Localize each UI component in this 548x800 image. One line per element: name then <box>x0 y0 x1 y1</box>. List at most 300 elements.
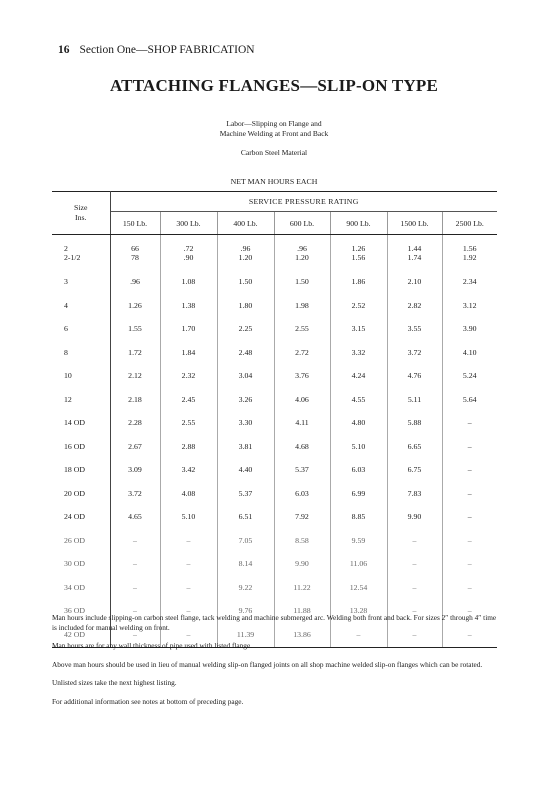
man-hours-value: – <box>412 630 417 639</box>
man-hours-value: 4.65 <box>128 512 142 522</box>
man-hours-value: 2.55 <box>295 324 309 334</box>
man-hours-value: 3.72 <box>128 488 142 498</box>
value-cell <box>274 388 330 412</box>
value-cell <box>110 505 160 529</box>
man-hours-value: 1.55 <box>128 324 142 334</box>
man-hours-value: 5.10 <box>181 512 196 522</box>
value-cell <box>110 482 160 506</box>
man-hours-value: 1.74 <box>407 252 422 262</box>
value-cell <box>160 388 217 412</box>
man-hours-value: 1.56 <box>462 243 477 253</box>
value-cell <box>442 552 497 576</box>
man-hours-value: 6.65 <box>407 441 422 451</box>
value-cell <box>110 270 160 294</box>
value-cell <box>274 505 330 529</box>
man-hours-value: – <box>467 418 472 428</box>
table-row <box>52 388 497 412</box>
man-hours-value: 3.12 <box>462 300 477 310</box>
man-hours-value: – <box>133 630 137 639</box>
size-value: 8 <box>64 347 68 357</box>
value-cell <box>330 529 387 553</box>
labor-line: Labor—Slipping on Flange and <box>226 119 322 128</box>
value-cell <box>387 294 442 318</box>
column-header: 150 Lb. <box>110 212 160 235</box>
man-hours-value: 3.55 <box>407 324 422 334</box>
value-cell <box>387 529 442 553</box>
man-hours-value: 3.76 <box>295 371 309 381</box>
man-hours-value: 9.76 <box>238 606 253 616</box>
value-cell <box>387 317 442 341</box>
man-hours-value: 13.28 <box>349 606 368 616</box>
man-hours-value: 11.39 <box>236 630 255 639</box>
labor-line: Machine Welding at Front and Back <box>219 129 329 138</box>
man-hours-value: 6.99 <box>351 488 366 498</box>
table-row <box>52 235 497 271</box>
man-hours-value: 3.90 <box>462 324 477 334</box>
service-pressure-header: SERVICE PRESSURE RATING <box>110 192 497 212</box>
column-header: 2500 Lb. <box>442 212 497 235</box>
man-hours-value: 13.86 <box>293 630 311 639</box>
man-hours-value: – <box>467 582 472 592</box>
man-hours-value: 3.15 <box>351 324 366 334</box>
note: For additional information see notes at bottom of preceding page. <box>52 696 244 706</box>
man-hours-value: 1.50 <box>295 277 309 287</box>
value-cell <box>160 458 217 482</box>
man-hours-value: 6.03 <box>295 488 309 498</box>
size-cell <box>52 411 110 435</box>
size-value: 24 OD <box>64 512 86 522</box>
size-cell <box>52 294 110 318</box>
value-cell <box>274 529 330 553</box>
man-hours-value: – <box>133 559 137 569</box>
notes <box>52 613 500 715</box>
column-header: 600 Lb. <box>274 212 330 235</box>
value-cell <box>442 270 497 294</box>
value-cell <box>442 411 497 435</box>
page-number: 16 <box>58 44 70 56</box>
man-hours-value: – <box>467 465 472 475</box>
size-cell <box>52 235 110 271</box>
man-hours-value: 5.64 <box>462 394 477 404</box>
value-cell <box>442 435 497 459</box>
man-hours-value: 9.22 <box>238 582 253 592</box>
value-cell <box>442 341 497 365</box>
man-hours-value: 5.88 <box>407 418 422 428</box>
size-value: 18 OD <box>64 465 86 475</box>
value-cell <box>110 235 160 271</box>
table-row <box>52 552 497 576</box>
man-hours-value: 4.08 <box>181 488 196 498</box>
value-cell <box>387 435 442 459</box>
value-cell <box>330 505 387 529</box>
man-hours-value: – <box>133 606 137 616</box>
table-row <box>52 458 497 482</box>
value-cell <box>160 576 217 600</box>
table-row <box>52 294 497 318</box>
man-hours-value: 2.52 <box>351 300 366 310</box>
man-hours-value: 8.85 <box>351 512 366 522</box>
value-cell <box>110 294 160 318</box>
size-value: 30 OD <box>64 559 86 569</box>
man-hours-table-wrapper <box>52 191 497 648</box>
value-cell <box>442 317 497 341</box>
size-value: 42 OD <box>64 630 86 639</box>
man-hours-value: 1.80 <box>238 300 253 310</box>
value-cell <box>217 411 274 435</box>
man-hours-value: 3.04 <box>238 371 253 381</box>
value-cell <box>274 235 330 271</box>
man-hours-value: .72 <box>183 243 194 253</box>
man-hours-value: 2.18 <box>128 394 142 404</box>
man-hours-value: – <box>467 630 472 639</box>
man-hours-value: 2.28 <box>128 418 142 428</box>
value-cell <box>217 529 274 553</box>
value-cell <box>274 341 330 365</box>
table-row <box>52 576 497 600</box>
value-cell <box>274 482 330 506</box>
value-cell <box>274 270 330 294</box>
column-header: 1500 Lb. <box>387 212 442 235</box>
man-hours-value: – <box>186 535 191 545</box>
man-hours-value: 1.56 <box>351 252 366 262</box>
value-cell <box>330 482 387 506</box>
value-cell <box>217 458 274 482</box>
size-value: 2 <box>64 243 68 253</box>
value-cell <box>330 411 387 435</box>
man-hours-value: .96 <box>130 277 140 287</box>
man-hours-value: 2.45 <box>181 394 196 404</box>
man-hours-value: 2.48 <box>238 347 253 357</box>
value-cell <box>217 294 274 318</box>
man-hours-value: – <box>356 630 361 639</box>
column-header: 900 Lb. <box>330 212 387 235</box>
note: Man hours include slipping-on carbon steel flange, tack welding and machine submerged arc. Welding both front and back. For sizes 2″ through 4″ time is included for manual welding on front. <box>52 613 497 632</box>
value-cell <box>274 458 330 482</box>
value-cell <box>160 552 217 576</box>
size-value: 10 <box>64 371 72 381</box>
table-row <box>52 411 497 435</box>
value-cell <box>110 552 160 576</box>
man-hours-value: 2.34 <box>462 277 477 287</box>
size-value: 20 OD <box>64 488 86 498</box>
man-hours-value: – <box>186 606 191 616</box>
man-hours-value: 2.67 <box>128 441 142 451</box>
man-hours-value: 6.51 <box>238 512 253 522</box>
man-hours-value: – <box>467 535 472 545</box>
man-hours-value: 2.55 <box>181 418 196 428</box>
value-cell <box>110 529 160 553</box>
value-cell <box>110 435 160 459</box>
note: Man hours are for any wall thickness of pipe used with listed flange. <box>52 641 253 650</box>
size-cell <box>52 341 110 365</box>
page-title: ATTACHING FLANGES—SLIP-ON TYPE <box>109 76 439 95</box>
man-hours-value: 3.26 <box>238 394 253 404</box>
man-hours-value: 3.09 <box>128 465 142 475</box>
value-cell <box>160 482 217 506</box>
man-hours-value: 4.80 <box>351 418 366 428</box>
value-cell <box>217 341 274 365</box>
value-cell <box>330 235 387 271</box>
value-cell <box>217 435 274 459</box>
value-cell <box>110 576 160 600</box>
table-row <box>52 505 497 529</box>
man-hours-table <box>52 191 497 648</box>
value-cell <box>217 364 274 388</box>
table-row <box>52 341 497 365</box>
man-hours-value: 1.72 <box>128 347 142 357</box>
size-cell <box>52 364 110 388</box>
man-hours-value: 3.32 <box>351 347 366 357</box>
value-cell <box>274 364 330 388</box>
labor-description <box>0 119 548 139</box>
value-cell <box>160 505 217 529</box>
man-hours-value: 9.90 <box>295 559 309 569</box>
man-hours-value: 1.08 <box>181 277 196 287</box>
value-cell <box>160 364 217 388</box>
man-hours-value: 4.76 <box>407 371 422 381</box>
man-hours-value: 11.06 <box>349 559 368 569</box>
size-value: 6 <box>64 324 68 334</box>
man-hours-value: 4.11 <box>295 418 309 428</box>
column-header: 300 Lb. <box>160 212 217 235</box>
man-hours-value: 2.10 <box>407 277 422 287</box>
table-row <box>52 317 497 341</box>
man-hours-value: 2.25 <box>238 324 253 334</box>
value-cell <box>387 458 442 482</box>
value-cell <box>330 294 387 318</box>
man-hours-value: 78 <box>131 252 139 262</box>
value-cell <box>160 294 217 318</box>
man-hours-value: 12.54 <box>349 582 368 592</box>
man-hours-value: 3.42 <box>181 465 196 475</box>
table-row <box>52 435 497 459</box>
size-cell <box>52 388 110 412</box>
value-cell <box>217 317 274 341</box>
man-hours-value: – <box>186 559 191 569</box>
value-cell <box>274 317 330 341</box>
size-header-line: Size <box>74 203 88 212</box>
material-label: Carbon Steel Material <box>240 148 308 157</box>
man-hours-value: 11.22 <box>293 582 311 592</box>
value-cell <box>274 552 330 576</box>
man-hours-value: 1.50 <box>238 277 253 287</box>
value-cell <box>330 435 387 459</box>
value-cell <box>110 341 160 365</box>
value-cell <box>217 270 274 294</box>
man-hours-value: 1.84 <box>181 347 196 357</box>
man-hours-value: 2.12 <box>128 371 142 381</box>
man-hours-value: 1.70 <box>181 324 196 334</box>
value-cell <box>217 235 274 271</box>
size-value: 4 <box>64 300 68 310</box>
value-cell <box>387 235 442 271</box>
value-cell <box>110 317 160 341</box>
size-cell <box>52 317 110 341</box>
value-cell <box>442 294 497 318</box>
man-hours-value: 4.10 <box>462 347 477 357</box>
man-hours-value: 1.86 <box>351 277 366 287</box>
value-cell <box>217 388 274 412</box>
column-header-row <box>52 212 497 235</box>
man-hours-value: 9.59 <box>351 535 366 545</box>
man-hours-value: – <box>186 630 191 639</box>
value-cell <box>387 482 442 506</box>
size-value: 26 OD <box>64 535 86 545</box>
man-hours-value: – <box>412 582 417 592</box>
table-row <box>52 364 497 388</box>
value-cell <box>110 388 160 412</box>
value-cell <box>110 411 160 435</box>
note: Unlisted sizes take the next highest listing. <box>52 678 177 687</box>
size-cell <box>52 435 110 459</box>
value-cell <box>160 341 217 365</box>
value-cell <box>442 235 497 271</box>
man-hours-value: .96 <box>240 243 251 253</box>
man-hours-value: 1.92 <box>462 252 477 262</box>
size-value: 16 OD <box>64 441 86 451</box>
value-cell <box>330 388 387 412</box>
value-cell <box>274 576 330 600</box>
size-cell <box>52 529 110 553</box>
value-cell <box>387 505 442 529</box>
table-title: NET MAN HOURS EACH <box>230 177 318 186</box>
value-cell <box>330 576 387 600</box>
value-cell <box>387 388 442 412</box>
man-hours-value: – <box>467 441 472 451</box>
value-cell <box>330 317 387 341</box>
man-hours-value: 8.14 <box>238 559 253 569</box>
man-hours-value: 1.44 <box>407 243 422 253</box>
man-hours-value: 3.81 <box>238 441 253 451</box>
man-hours-value: 7.05 <box>238 535 253 545</box>
page-header <box>58 44 255 56</box>
man-hours-value: 5.11 <box>407 394 422 404</box>
value-cell <box>442 364 497 388</box>
value-cell <box>217 505 274 529</box>
size-cell <box>52 552 110 576</box>
man-hours-value: 2.72 <box>295 347 309 357</box>
value-cell <box>217 576 274 600</box>
man-hours-value: – <box>467 606 472 616</box>
man-hours-value: 6.03 <box>351 465 366 475</box>
value-cell <box>330 270 387 294</box>
size-value: 36 OD <box>64 606 86 616</box>
man-hours-value: – <box>133 535 137 545</box>
man-hours-value: 7.92 <box>295 512 309 522</box>
value-cell <box>160 435 217 459</box>
value-cell <box>442 529 497 553</box>
man-hours-value: 3.30 <box>238 418 253 428</box>
man-hours-value: 1.26 <box>351 243 366 253</box>
value-cell <box>387 364 442 388</box>
man-hours-value: 8.58 <box>295 535 309 545</box>
man-hours-value: – <box>412 559 417 569</box>
value-cell <box>330 458 387 482</box>
man-hours-value: .90 <box>183 252 194 262</box>
man-hours-value: 2.88 <box>181 441 196 451</box>
man-hours-value: – <box>412 535 417 545</box>
value-cell <box>387 576 442 600</box>
man-hours-value: 1.98 <box>295 300 309 310</box>
man-hours-value: 7.83 <box>407 488 422 498</box>
man-hours-value: .96 <box>297 243 307 253</box>
size-column-header <box>52 192 110 235</box>
man-hours-value: 2.82 <box>407 300 422 310</box>
value-cell <box>442 505 497 529</box>
value-cell <box>217 552 274 576</box>
man-hours-value: 4.06 <box>295 394 309 404</box>
table-row <box>52 529 497 553</box>
man-hours-value: 5.24 <box>462 371 477 381</box>
section-title: Section One—SHOP FABRICATION <box>79 44 255 56</box>
man-hours-value: 4.40 <box>238 465 253 475</box>
value-cell <box>442 388 497 412</box>
value-cell <box>160 529 217 553</box>
man-hours-value: 1.20 <box>238 252 253 262</box>
man-hours-value: 6.75 <box>407 465 422 475</box>
size-value: 12 <box>64 394 72 404</box>
size-value: 2-1/2 <box>64 252 81 262</box>
value-cell <box>217 482 274 506</box>
size-value: 3 <box>64 277 68 287</box>
size-value: 14 OD <box>64 418 86 428</box>
man-hours-value: 9.90 <box>407 512 422 522</box>
value-cell <box>387 411 442 435</box>
value-cell <box>160 317 217 341</box>
table-row <box>52 482 497 506</box>
man-hours-value: – <box>467 488 472 498</box>
size-value: 34 OD <box>64 582 86 592</box>
man-hours-value: 5.10 <box>351 441 366 451</box>
value-cell <box>160 235 217 271</box>
man-hours-value: 5.37 <box>295 465 309 475</box>
man-hours-value: 4.55 <box>351 394 366 404</box>
value-cell <box>274 411 330 435</box>
man-hours-value: 2.32 <box>181 371 196 381</box>
man-hours-value: 5.37 <box>238 488 253 498</box>
man-hours-value: – <box>186 582 191 592</box>
man-hours-value: 66 <box>131 243 139 253</box>
value-cell <box>442 576 497 600</box>
value-cell <box>330 552 387 576</box>
value-cell <box>330 364 387 388</box>
man-hours-value: 11.88 <box>293 606 311 616</box>
size-cell <box>52 576 110 600</box>
value-cell <box>442 458 497 482</box>
man-hours-value: – <box>467 559 472 569</box>
value-cell <box>387 552 442 576</box>
value-cell <box>274 435 330 459</box>
man-hours-value: 1.38 <box>181 300 196 310</box>
table-body <box>52 235 497 648</box>
value-cell <box>387 341 442 365</box>
man-hours-value: 1.20 <box>295 252 309 262</box>
size-cell <box>52 505 110 529</box>
man-hours-value: 3.72 <box>407 347 422 357</box>
value-cell <box>160 411 217 435</box>
note: Above man hours should be used in lieu of manual welding slip-on flanged joints on all shop machine welded slip-on flanges which can be rotated. <box>52 659 483 669</box>
column-header: 400 Lb. <box>217 212 274 235</box>
man-hours-value: 1.26 <box>128 300 142 310</box>
value-cell <box>387 270 442 294</box>
man-hours-value: 4.24 <box>351 371 366 381</box>
table-row <box>52 270 497 294</box>
man-hours-value: – <box>467 512 472 522</box>
value-cell <box>110 364 160 388</box>
size-header-line: Ins. <box>75 213 87 222</box>
size-cell <box>52 482 110 506</box>
value-cell <box>274 294 330 318</box>
